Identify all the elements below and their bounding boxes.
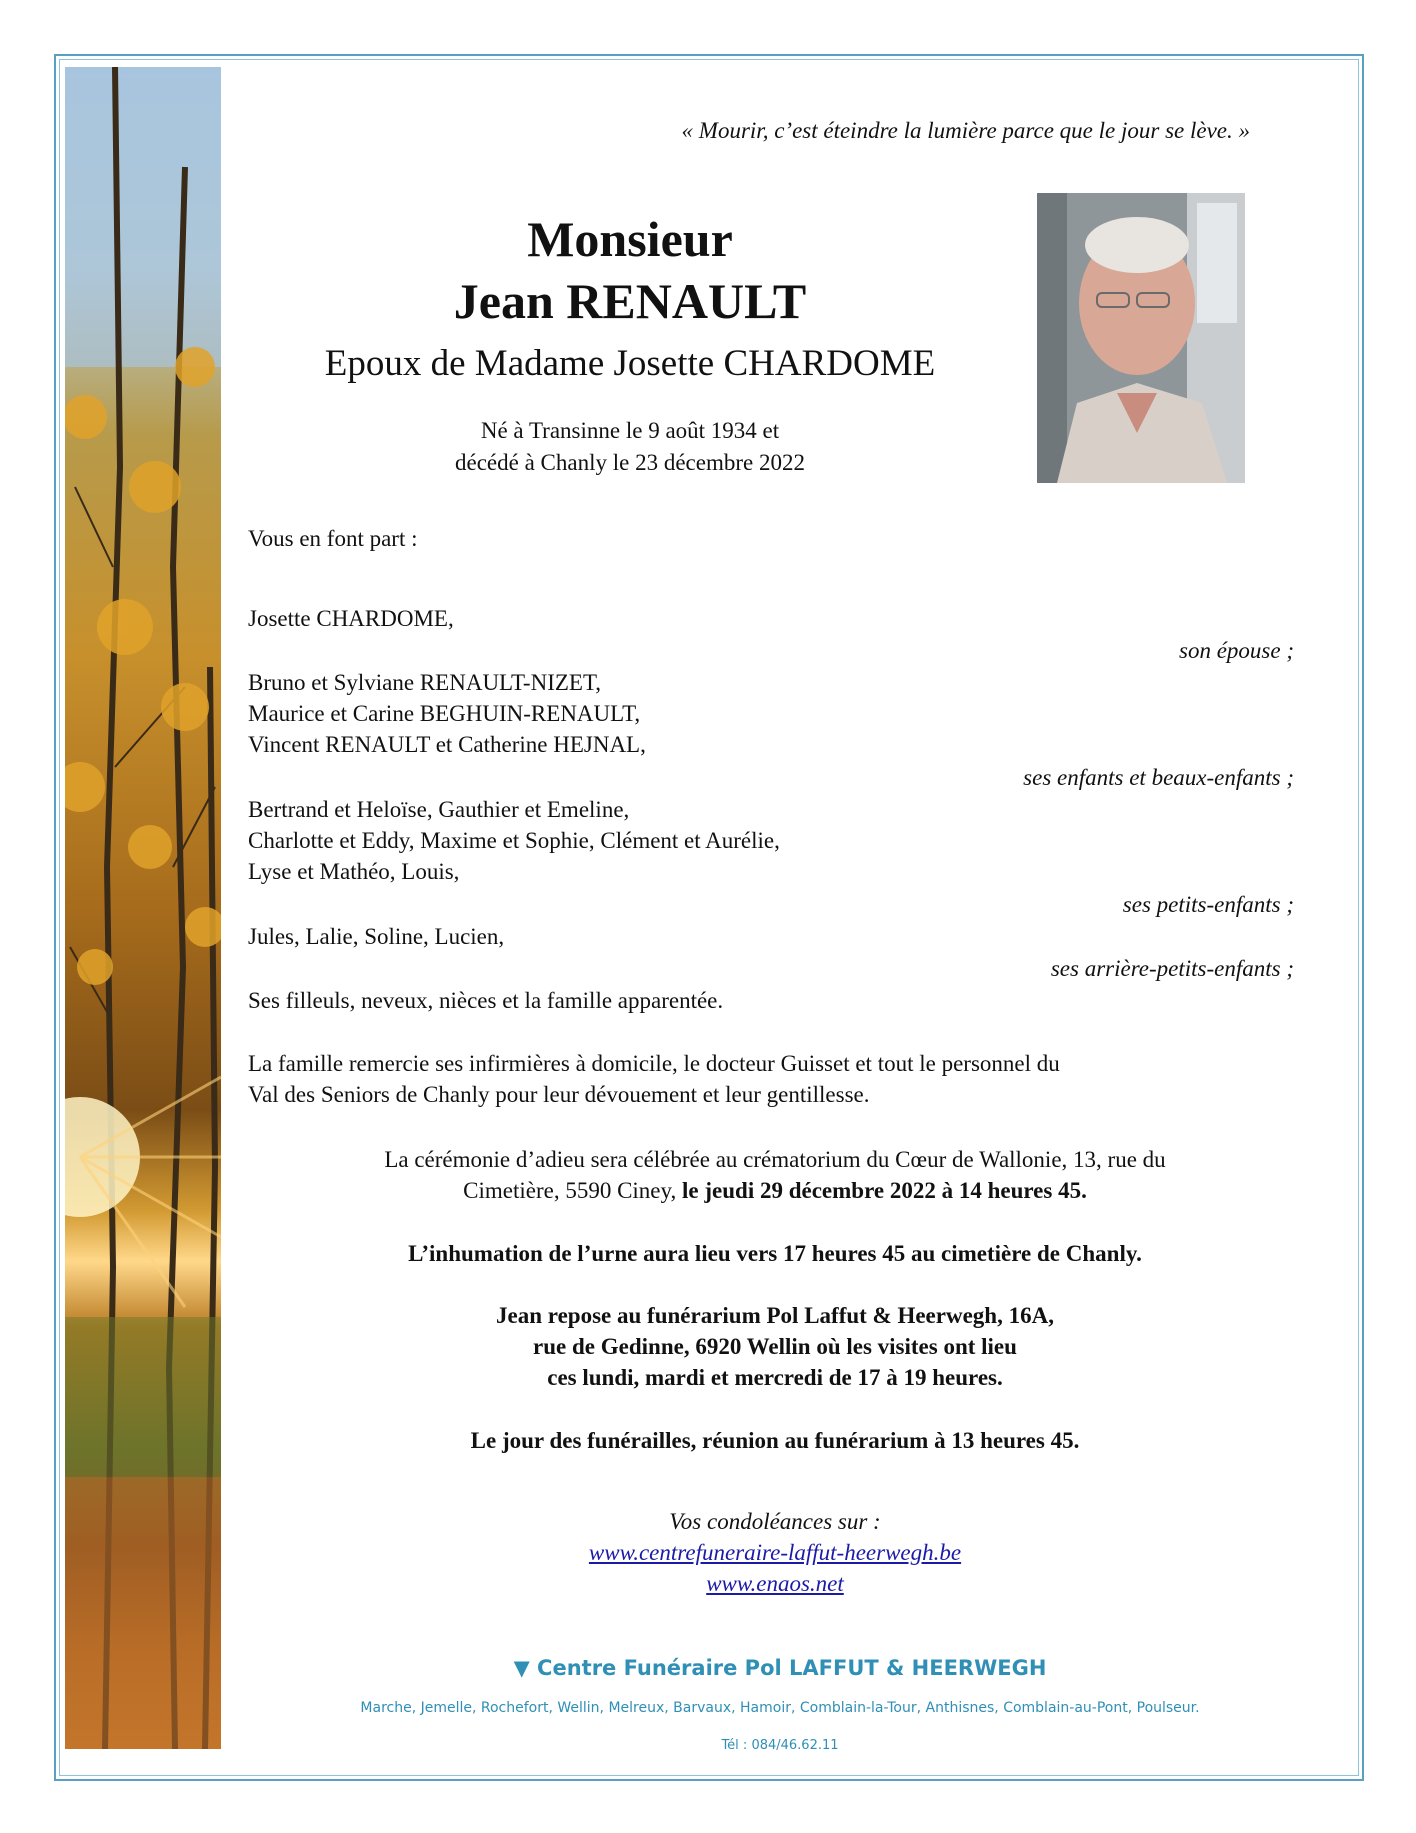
child-line-1: Bruno et Sylviane RENAULT-NIZET,	[248, 670, 602, 695]
triangle-down-icon: ▼	[513, 1656, 530, 1680]
intro-text: Vous en font part :	[248, 526, 418, 551]
visitation-info	[250, 1300, 1300, 1393]
thanks-line-2: Val des Seniors de Chanly pour leur dévouement et leur gentillesse.	[248, 1082, 870, 1107]
grandchild-line-3: Lyse et Mathéo, Louis,	[248, 859, 460, 884]
title-honorific: Monsieur	[527, 211, 733, 267]
spouse-name: Josette CHARDOME,	[248, 606, 454, 631]
thanks-line-1: La famille remercie ses infirmières à domicile, le docteur Guisset et tout le personnel du	[248, 1051, 1060, 1076]
ceremony-info	[250, 1144, 1300, 1206]
condolences-link-1[interactable]: www.centrefuneraire-laffut-heerwegh.be	[588, 1540, 962, 1565]
deceased-name: Jean RENAULT	[453, 273, 807, 329]
child-line-2: Maurice et Carine BEGHUIN-RENAULT,	[248, 701, 641, 726]
funeral-day-info: Le jour des funérailles, réunion au funérarium à 13 heures 45.	[470, 1428, 1080, 1453]
visitation-line-3: ces lundi, mardi et mercredi de 17 à 19 heures.	[547, 1365, 1003, 1390]
footer-phone: Tél : 084/46.62.11	[721, 1738, 839, 1753]
portrait-photo	[1037, 193, 1245, 483]
footer-locations: Marche, Jemelle, Rochefort, Wellin, Melreux, Barvaux, Hamoir, Comblain-la-Tour, Anthisnes, Comblain-au-Pont, Poulseur.	[360, 1700, 1200, 1716]
ceremony-datetime: le jeudi 29 décembre 2022 à 14 heures 45.	[682, 1178, 1087, 1203]
condolences-link-2[interactable]: www.enaos.net	[706, 1571, 844, 1596]
grandchild-line-2: Charlotte et Eddy, Maxime et Sophie, Clément et Aurélie,	[248, 828, 780, 853]
visitation-line-2: rue de Gedinne, 6920 Wellin où les visites ont lieu	[533, 1334, 1017, 1359]
great-grandchildren: Jules, Lalie, Soline, Lucien,	[248, 924, 505, 949]
child-line-3: Vincent RENAULT et Catherine HEJNAL,	[248, 732, 646, 757]
birth-line: Né à Transinne le 9 août 1934 et	[480, 418, 780, 443]
quote: « Mourir, c’est éteindre la lumière parce que le jour se lève. »	[681, 118, 1250, 143]
spouse-role: son épouse ;	[1179, 638, 1294, 663]
relatives-line: Ses filleuls, neveux, nièces et la famille apparentée.	[248, 988, 724, 1013]
autumn-forest-image	[65, 67, 221, 1749]
condolences	[250, 1506, 1300, 1599]
great-grandchildren-role: ses arrière-petits-enfants ;	[1050, 956, 1294, 981]
birth-death-dates	[230, 415, 1030, 479]
ceremony-location: Cimetière, 5590 Ciney,	[463, 1178, 683, 1203]
ceremony-line-2	[250, 1175, 1300, 1206]
burial-info: L’inhumation de l’urne aura lieu vers 17 heures 45 au cimetière de Chanly.	[408, 1241, 1142, 1266]
company-name: Centre Funéraire Pol LAFFUT & HEERWEGH	[537, 1656, 1047, 1680]
grandchild-line-1: Bertrand et Heloïse, Gauthier et Emeline,	[248, 797, 630, 822]
ceremony-line-1: La cérémonie d’adieu sera célébrée au crématorium du Cœur de Wallonie, 13, rue du	[384, 1147, 1166, 1172]
children-role: ses enfants et beaux-enfants ;	[1023, 765, 1294, 790]
spouse-line: Epoux de Madame Josette CHARDOME	[324, 343, 936, 384]
condolences-label: Vos condoléances sur :	[669, 1509, 881, 1534]
grandchildren-role: ses petits-enfants ;	[1122, 892, 1294, 917]
death-line: décédé à Chanly le 23 décembre 2022	[455, 450, 805, 475]
visitation-line-1: Jean repose au funérarium Pol Laffut & Heerwegh, 16A,	[496, 1303, 1054, 1328]
footer-company	[230, 1656, 1330, 1680]
